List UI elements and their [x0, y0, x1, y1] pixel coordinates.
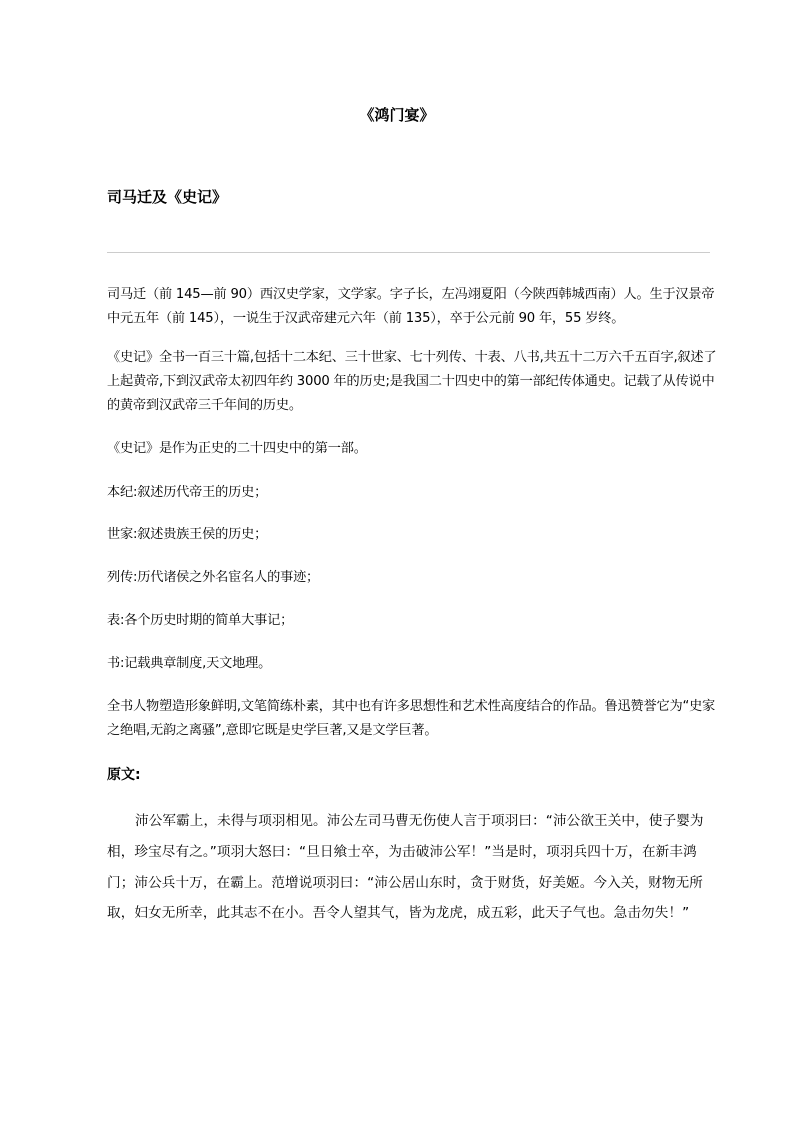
original-text-passage: 沛公军霸上，未得与项羽相见。沛公左司马曹无伤使人言于项羽曰：“沛公欲王关中，使子婴为相，珍宝尽有之。”项羽大怒曰：“旦日飨士卒，为击破沛公军！”当是时，项羽兵四十万，在新丰鸿门；沛公兵十万，在霸上。范增说项羽曰：“沛公居山东时，贪于财货，好美姬。今入关，财物无所取，妇女无所幸，此其志不在小。吾令人望其气，皆为龙虎，成五彩，此天子气也。急击勿失！” [107, 813, 704, 922]
paragraph-biao: 表:各个历史时期的简单大事记； [107, 613, 294, 628]
paragraph-shiji-first: 《史记》是作为正史的二十四史中的第一部。 [107, 441, 367, 456]
paragraph-liezhuan: 列传:历代诸侯之外名宦名人的事迹； [107, 570, 320, 585]
section-heading: 司马迁及《史记》 [107, 188, 228, 206]
document-title: 《鸿门宴》 [359, 106, 435, 124]
paragraph-evaluation: 全书人物塑造形象鲜明,文笔简练朴素，其中也有许多思想性和艺术性高度结合的作品。鲁迅赞誉它为“史家之绝唱,无韵之离骚”,意即它既是史学巨著,又是文学巨著。 [107, 699, 716, 738]
paragraph-author-bio: 司马迁（前 145—前 90）西汉史学家，文学家。字子长，左冯翊夏阳（今陕西韩城西南）人。生于汉景帝中元五年（前 145），一说生于汉武帝建元六年（前 135），卒于公元前 90 年，55 岁终。 [107, 287, 715, 326]
original-text-heading: 原文: [107, 767, 141, 783]
paragraph-benji: 本纪:叙述历代帝王的历史； [107, 485, 268, 500]
paragraph-shijia: 世家:叙述贵族王侯的历史； [107, 527, 268, 542]
horizontal-divider [107, 252, 710, 253]
paragraph-shiji-overview: 《史记》全书一百三十篇,包括十二本纪、三十世家、七十列传、十表、八书,共五十二万六千五百字,叙述了上起黄帝,下到汉武帝太初四年约 3000 年的历史;是我国二十四史中的第一部纪传体通史。记载了从传说中的黄帝到汉武帝三千年间的历史。 [107, 350, 717, 413]
paragraph-shu: 书:记载典章制度,天文地理。 [107, 656, 272, 671]
